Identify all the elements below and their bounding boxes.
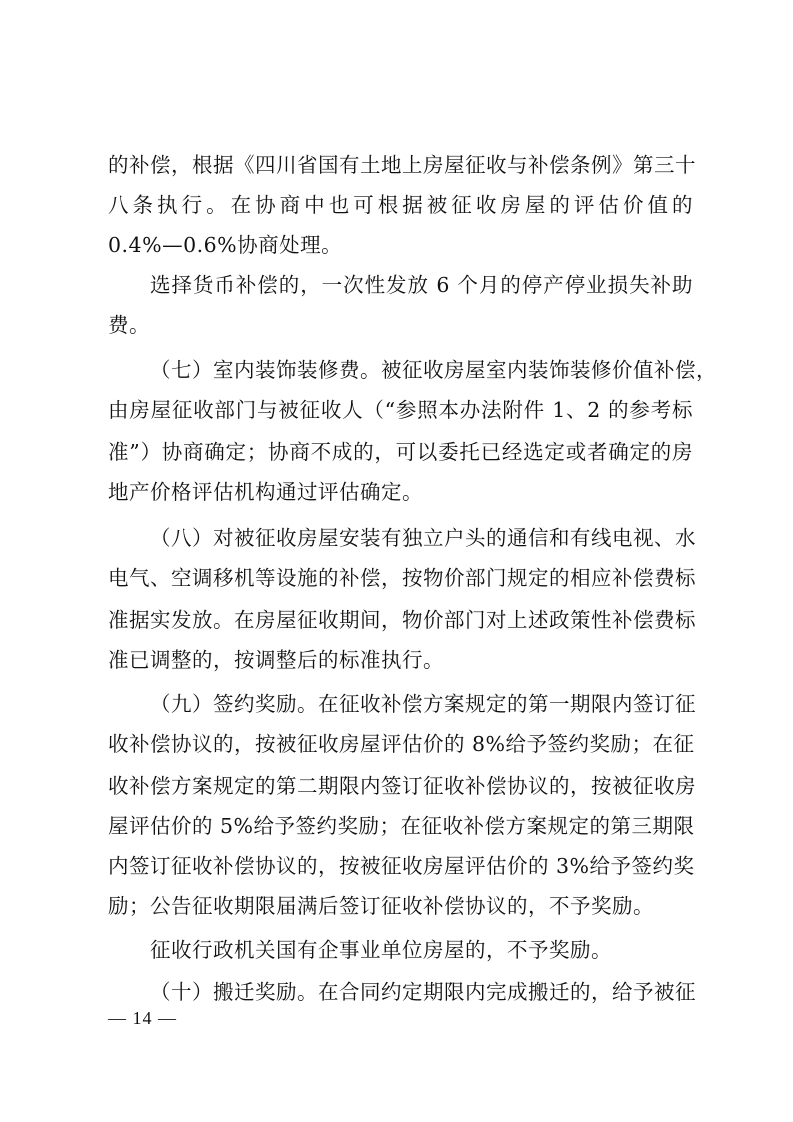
body-text-line: 选择货币补偿的，一次性发放 6 个月的停产停业损失补助 — [150, 273, 693, 297]
body-text-line: 屋评估价的 5%给予签约奖励；在征收补偿方案规定的第三期限 — [108, 814, 695, 838]
body-text-line: 0.4%—0.6%协商处理。 — [108, 233, 343, 257]
body-text-line: 地产价格评估机构通过评估确定。 — [108, 480, 423, 504]
body-text-line: 电气、空调移机等设施的补偿，按物价部门规定的相应补偿费标 — [108, 566, 696, 590]
body-text-line: 准”）协商确定；协商不成的，可以委托已经选定或者确定的房 — [108, 440, 693, 464]
body-text-line: 准已调整的，按调整后的标准执行。 — [108, 648, 444, 672]
body-text-line: （七）室内装饰装修费。被征收房屋室内装饰装修价值补偿， — [150, 358, 717, 382]
body-text-line: 费。 — [108, 313, 150, 337]
body-text-line: （九）签约奖励。在征收补偿方案规定的第一期限内签订征 — [150, 692, 696, 716]
body-text-line: （十）搬迁奖励。在合同约定期限内完成搬迁的，给予被征 — [150, 980, 696, 1004]
body-text-line: 收补偿协议的，按被征收房屋评估价的 8%给予签约奖励；在征 — [108, 732, 695, 756]
body-text-line: 收补偿方案规定的第二期限内签订征收补偿协议的，按被征收房 — [108, 774, 696, 798]
page-number: — 14 — — [108, 1008, 177, 1028]
body-text-line: 的补偿，根据《四川省国有土地上房屋征收与补偿条例》第三十 — [108, 153, 696, 177]
body-text-line: 八条执行。在协商中也可根据被征收房屋的评估价值的 — [108, 193, 693, 217]
body-text-line: 准据实发放。在房屋征收期间，物价部门对上述政策性补偿费标 — [108, 608, 696, 632]
body-text-line: 内签订征收补偿协议的，按被征收房屋评估价的 3%给予签约奖 — [108, 854, 695, 878]
body-text-line: 励；公告征收期限届满后签订征收补偿协议的，不予奖励。 — [108, 894, 654, 918]
body-text-line: 由房屋征收部门与被征收人（“参照本办法附件 1、2 的参考标 — [108, 398, 693, 422]
body-text-line: 征收行政机关国有企事业单位房屋的，不予奖励。 — [150, 938, 612, 962]
body-text-line: （八）对被征收房屋安装有独立户头的通信和有线电视、水 — [150, 526, 696, 550]
